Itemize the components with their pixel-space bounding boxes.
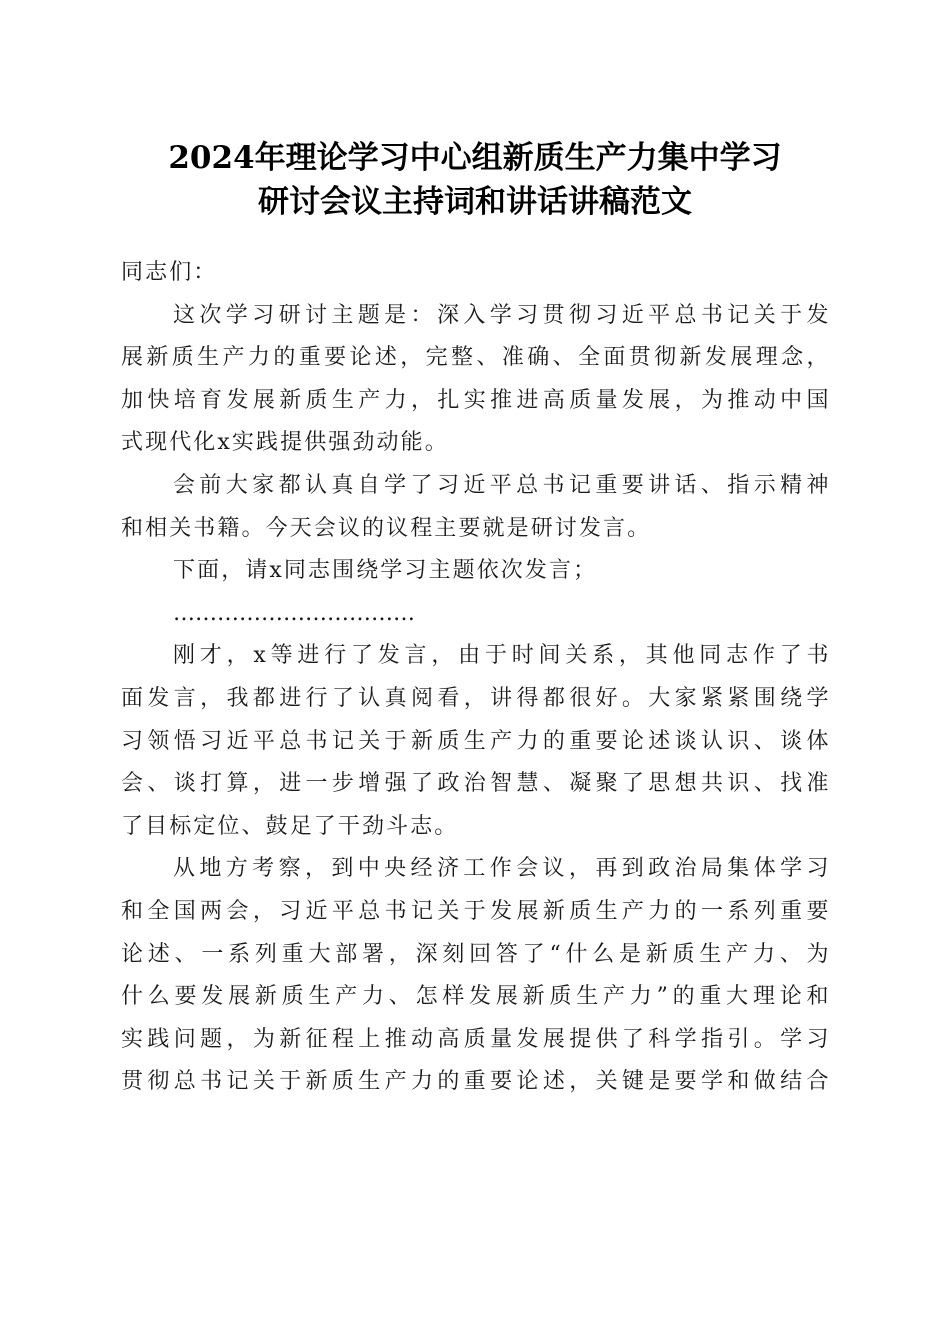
paragraph-line: 和全国两会，习近平总书记关于发展新质生产力的一系列重要 (121, 898, 829, 924)
paragraph-line: 了目标定位、鼓足了干劲斗志。 (121, 813, 459, 839)
paragraph-line: 实践问题，为新征程上推动高质量发展提供了科学指引。学习 (121, 1026, 829, 1052)
title-line-1: 2024年理论学习中心组新质生产力集中学习 (168, 140, 782, 176)
ellipsis-line: …………………………… (173, 600, 415, 626)
paragraph-line: 什么要发展新质生产力、怎样发展新质生产力”的重大理论和 (121, 984, 829, 1010)
paragraph-line: 加快培育发展新质生产力，扎实推进高质量发展，为推动中国 (121, 387, 829, 413)
paragraph-line: 式现代化x实践提供强劲动能。 (121, 430, 449, 456)
paragraph-line: 和相关书籍。今天会议的议程主要就是研讨发言。 (121, 515, 652, 541)
paragraph-line: 论述、一系列重大部署，深刻回答了“什么是新质生产力、为 (121, 941, 829, 967)
paragraph-line: 会、谈打算，进一步增强了政治智慧、凝聚了思想共识、找准 (121, 771, 829, 797)
title-line-2: 研讨会议主持词和讲话讲稿范文 (258, 184, 692, 220)
paragraph-line: 刚才，x等进行了发言，由于时间关系，其他同志作了书 (173, 643, 829, 669)
paragraph-line: 下面，请x同志围绕学习主题依次发言； (173, 558, 598, 584)
paragraph-line: 会前大家都认真自学了习近平总书记重要讲话、指示精神 (173, 472, 829, 498)
paragraph-line: 展新质生产力的重要论述，完整、准确、全面贯彻新发展理念， (121, 345, 829, 371)
document-title (100, 136, 850, 224)
paragraph-line: 这次学习研讨主题是：深入学习贯彻习近平总书记关于发 (173, 302, 829, 328)
document-body (121, 252, 829, 1104)
paragraph-line: 面发言，我都进行了认真阅看，讲得都很好。大家紧紧围绕学 (121, 685, 829, 711)
salutation: 同志们： (121, 260, 218, 285)
paragraph-line: 从地方考察，到中央经济工作会议，再到政治局集体学习 (173, 856, 829, 882)
paragraph-line: 贯彻总书记关于新质生产力的重要论述，关键是要学和做结合 (121, 1069, 829, 1095)
paragraph-line: 习领悟习近平总书记关于新质生产力的重要论述谈认识、谈体 (121, 728, 829, 754)
